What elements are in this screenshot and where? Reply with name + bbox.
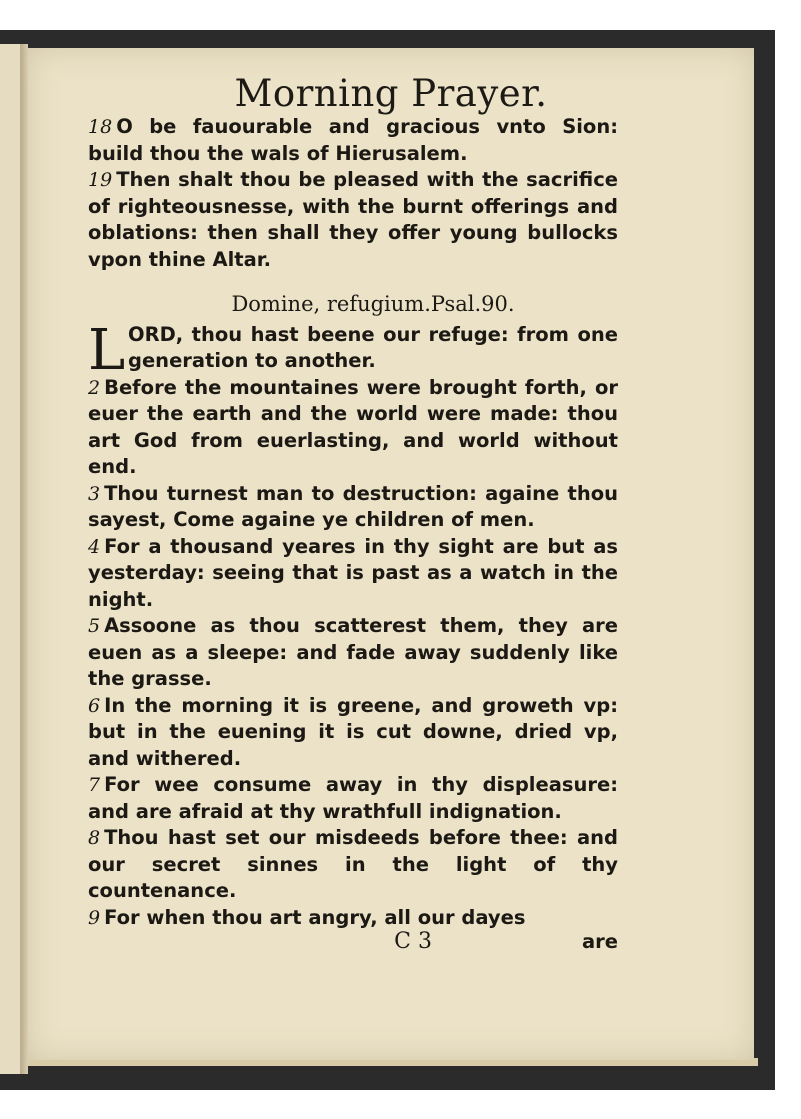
verse-text: Thou hast set our misdeeds before thee: and our secret sinnes in the light of thy countenance. — [88, 826, 618, 902]
verse-text: For when thou art angry, all our dayes — [104, 905, 526, 929]
book-page — [28, 48, 754, 1060]
verse-number: 19 — [88, 169, 113, 191]
verse-text: Then shalt thou be pleased with the sacrifice of righteousnesse, with the burnt offerings and oblations: then shall they offer young bullocks vpon thine Altar. — [88, 168, 618, 271]
running-head: Morning Prayer. — [234, 72, 548, 115]
verse-number: 4 — [88, 535, 101, 558]
drop-cap: L — [88, 317, 126, 383]
verse-number: 8 — [88, 827, 101, 849]
verse-text: For wee consume away in thy displeasure: and are afraid at thy wrathfull indignation. — [88, 773, 618, 823]
verse-number: 2 — [88, 376, 101, 399]
signature-mark: C 3 — [394, 929, 432, 954]
verse-4 — [88, 534, 618, 614]
verse-19 — [88, 167, 618, 273]
verse-text: O be fauourable and gracious vnto Sion: build thou the wals of Hierusalem. — [88, 115, 618, 165]
verse-text: Thou turnest man to destruction: againe thou sayest, Come againe ye children of men. — [88, 481, 618, 531]
verse-18 — [88, 114, 618, 167]
verse-number: 3 — [88, 482, 101, 505]
verse-text: Before the mountaines were brought forth, or euer the earth and the world were made: thou art God from euerlasting, and world without end. — [88, 375, 618, 478]
verse-number: 5 — [88, 615, 101, 637]
psalm-heading: Domine, refugium.Psal.90. — [231, 292, 515, 316]
verse-number: 9 — [88, 906, 101, 929]
verse-2 — [88, 375, 618, 481]
verse-text: For a thousand yeares in thy sight are but as yesterday: seeing that is past as a watch in the night. — [88, 534, 618, 611]
verse-7 — [88, 772, 618, 825]
verse-8 — [88, 825, 618, 905]
verse-number: 7 — [88, 774, 101, 796]
verse-3 — [88, 481, 618, 534]
psalm-opening — [88, 317, 618, 383]
book-gutter — [20, 44, 28, 1074]
verse-text: ORD, thou hast beene our refuge: from one generation to another. — [128, 322, 618, 372]
catchword: are — [581, 930, 618, 953]
verse-number: 6 — [88, 694, 101, 717]
verse-6 — [88, 693, 618, 773]
verse-5 — [88, 613, 618, 693]
text-block — [88, 114, 618, 956]
verse-9 — [88, 905, 618, 932]
page-footer — [88, 929, 618, 956]
verse-number: 18 — [88, 116, 113, 138]
verse-text: Assoone as thou scatterest them, they are euen as a sleepe: and fade away suddenly like the grasse. — [88, 614, 618, 690]
verse-text: In the morning it is greene, and groweth vp: but in the euening it is cut downe, dried vp, and withered. — [88, 693, 618, 770]
